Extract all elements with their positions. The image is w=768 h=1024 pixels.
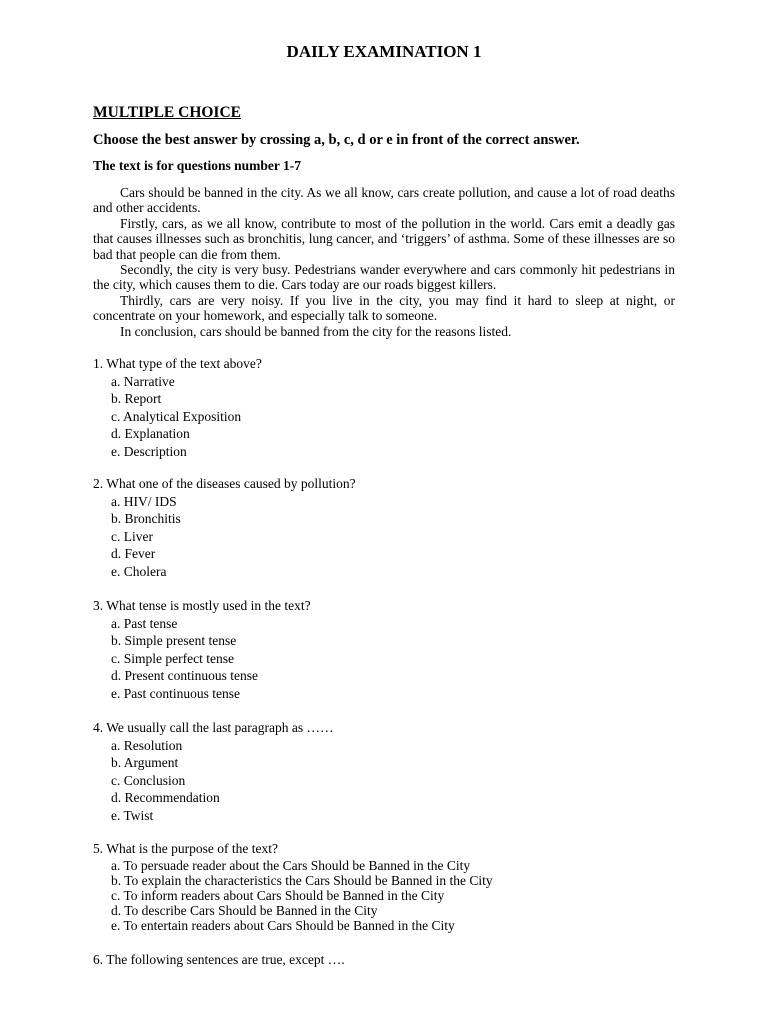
answer-option[interactable]: c. Simple perfect tense — [111, 650, 234, 666]
passage-paragraph: Cars should be banned in the city. As we all know, cars create pollution, and cause a lot of road deaths and other accidents. — [93, 185, 675, 216]
answer-option[interactable]: e. Twist — [111, 807, 154, 823]
answer-option[interactable]: c. Analytical Exposition — [111, 408, 242, 424]
answer-option[interactable]: b. To explain the characteristics the Cars Should be Banned in the City — [111, 872, 493, 888]
answer-option[interactable]: d. Fever — [111, 546, 156, 561]
answer-option[interactable]: d. Present continuous tense — [111, 668, 258, 683]
question-4 — [93, 719, 333, 824]
question-text: 3. What tense is mostly used in the text? — [93, 598, 311, 613]
question-text: 5. What is the purpose of the text? — [93, 841, 278, 856]
answer-option[interactable]: b. Argument — [111, 755, 179, 770]
section-heading: MULTIPLE CHOICE — [93, 104, 241, 121]
answer-option[interactable]: d. Recommendation — [111, 790, 220, 805]
question-text: 4. We usually call the last paragraph as …… — [93, 720, 334, 735]
answer-option[interactable]: d. Explanation — [111, 426, 190, 441]
passage-paragraph: Thirdly, cars are very noisy. If you live in the city, you may find it hard to sleep at night, or concentrate on your homework, and especially talk to someone. — [93, 292, 675, 324]
answer-option[interactable]: e. To entertain readers about Cars Should be Banned in the City — [111, 918, 455, 934]
answer-option[interactable]: c. Liver — [111, 528, 153, 544]
question-text: 6. The following sentences are true, except …. — [93, 952, 345, 967]
answer-option[interactable]: c. To inform readers about Cars Should be Banned in the City — [111, 887, 445, 903]
question-1 — [93, 355, 262, 460]
question-3 — [93, 597, 311, 702]
question-6 — [93, 951, 345, 969]
question-text: 2. What one of the diseases caused by pollution? — [93, 476, 356, 491]
question-2 — [93, 475, 356, 580]
answer-option[interactable]: d. To describe Cars Should be Banned in the City — [111, 903, 378, 919]
answer-option[interactable]: a. To persuade reader about the Cars Should be Banned in the City — [111, 857, 471, 873]
text-note: The text is for questions number 1-7 — [93, 158, 302, 173]
question-text: 1. What type of the text above? — [93, 356, 262, 371]
passage-paragraph: In conclusion, cars should be banned from the city for the reasons listed. — [120, 323, 512, 339]
passage-paragraph: Firstly, cars, as we all know, contribute to most of the pollution in the world. Cars emit a deadly gas that causes illnesses such as bronchitis, lung cancer, and ‘triggers’ of asthma. Some of these illnesses are so bad that people can die from them. — [93, 215, 675, 262]
answer-option[interactable]: a. Resolution — [111, 737, 183, 753]
answer-option[interactable]: e. Past continuous tense — [111, 685, 240, 701]
answer-option[interactable]: a. Past tense — [111, 615, 178, 631]
passage-paragraph: Secondly, the city is very busy. Pedestrians wander everywhere and cars commonly hit pedestrians in the city, which causes them to die. Cars today are our roads biggest killers. — [93, 262, 675, 293]
question-5 — [93, 840, 493, 934]
answer-option[interactable]: e. Cholera — [111, 563, 167, 579]
answer-option[interactable]: b. Report — [111, 391, 162, 406]
exam-title: DAILY EXAMINATION 1 — [286, 42, 482, 61]
answer-option[interactable]: b. Simple present tense — [111, 633, 237, 648]
answer-option[interactable]: a. Narrative — [111, 373, 175, 389]
answer-option[interactable]: c. Conclusion — [111, 772, 186, 788]
answer-option[interactable]: a. HIV/ IDS — [111, 493, 177, 509]
answer-option[interactable]: b. Bronchitis — [111, 511, 181, 526]
answer-option[interactable]: e. Description — [111, 443, 187, 459]
instruction-text: Choose the best answer by crossing a, b, c, d or e in front of the correct answer. — [93, 132, 580, 148]
reading-passage — [93, 185, 675, 339]
